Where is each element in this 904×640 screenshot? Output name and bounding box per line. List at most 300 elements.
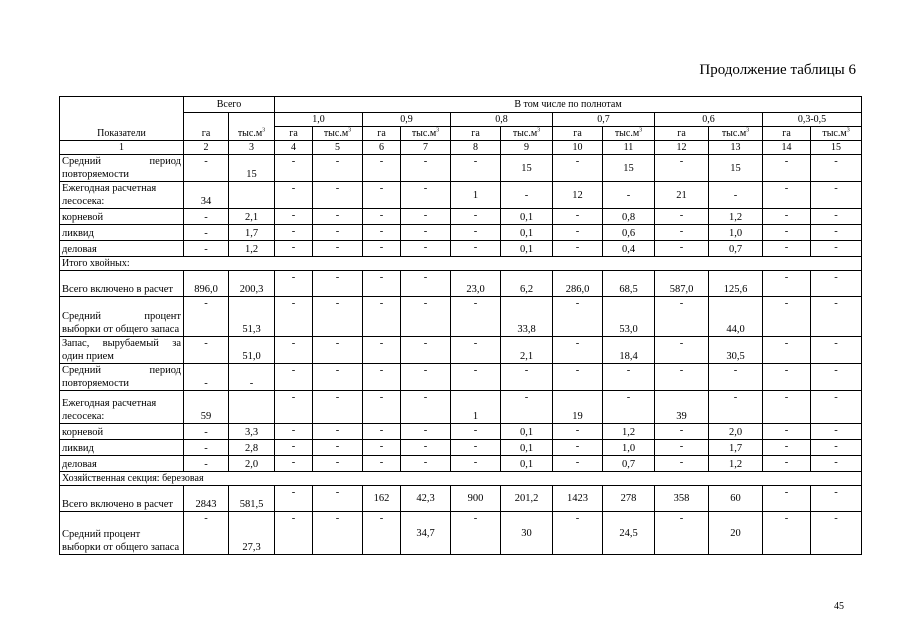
unit-m3-sup: 3 <box>846 127 850 134</box>
header-unit-m3 <box>501 127 553 141</box>
table-cell: - <box>363 440 401 456</box>
table-cell: - <box>363 456 401 472</box>
table-cell: 0,1 <box>501 424 553 440</box>
table-cell: - <box>763 155 811 182</box>
unit-m3-text: тыс.м <box>614 128 640 139</box>
header-indicator: Показатели <box>60 97 184 141</box>
table-cell: - <box>811 182 862 209</box>
table-cell: - <box>655 456 709 472</box>
header-unit-m3 <box>811 127 862 141</box>
table-cell: 51,0 <box>229 337 275 364</box>
table-cell: 30,5 <box>709 337 763 364</box>
table-cell: - <box>763 182 811 209</box>
table-cell: - <box>275 364 313 391</box>
table-cell: - <box>313 297 363 337</box>
table-cell: 33,8 <box>501 297 553 337</box>
table-row <box>60 440 862 456</box>
table-cell: - <box>553 297 603 337</box>
unit-m3-text: тыс.м <box>323 128 349 139</box>
table-row <box>60 391 862 424</box>
table-cell: 201,2 <box>501 486 553 512</box>
table-cell: 1,0 <box>709 225 763 241</box>
table-cell: 2,1 <box>501 337 553 364</box>
table-cell: - <box>553 155 603 182</box>
table-cell: - <box>313 209 363 225</box>
table-cell: - <box>655 297 709 337</box>
table-cell: - <box>553 440 603 456</box>
header-density: 0,9 <box>363 113 451 127</box>
table-cell: - <box>363 155 401 182</box>
table-cell: 53,0 <box>603 297 655 337</box>
row-label: Средний процент выборки от общего запаса <box>60 297 184 337</box>
table-cell: 59 <box>184 391 229 424</box>
row-label: Запас, вырубаемый за один прием <box>60 337 184 364</box>
table-cell: - <box>603 391 655 424</box>
table-cell: - <box>763 297 811 337</box>
table-cell: - <box>313 241 363 257</box>
table-cell: - <box>451 456 501 472</box>
header-unit-m3 <box>313 127 363 141</box>
table-cell: - <box>401 456 451 472</box>
table-cell: 0,7 <box>603 456 655 472</box>
column-number: 6 <box>363 141 401 155</box>
table-cell: 34 <box>184 182 229 209</box>
table-cell: - <box>763 271 811 297</box>
row-label: Ежегодная расчетная лесосека: <box>60 182 184 209</box>
table-cell: 0,1 <box>501 456 553 472</box>
table-cell: 27,3 <box>229 512 275 555</box>
table-cell: - <box>763 364 811 391</box>
table-cell: - <box>401 391 451 424</box>
table-cell: - <box>401 271 451 297</box>
table-cell: - <box>401 209 451 225</box>
table-cell: 0,6 <box>603 225 655 241</box>
table-cell: 19 <box>553 391 603 424</box>
table-cell: - <box>275 241 313 257</box>
table-cell: - <box>553 209 603 225</box>
table-cell: - <box>451 241 501 257</box>
table-cell <box>229 182 275 209</box>
table-cell: 0,4 <box>603 241 655 257</box>
table-cell: - <box>363 209 401 225</box>
table-cell: - <box>811 512 862 555</box>
table-cell: - <box>313 225 363 241</box>
table-cell: - <box>655 225 709 241</box>
row-label: ликвид <box>60 225 184 241</box>
table-cell: 587,0 <box>655 271 709 297</box>
table-row <box>60 297 862 337</box>
table-cell: - <box>451 337 501 364</box>
table-cell: - <box>709 391 763 424</box>
table-cell: - <box>655 209 709 225</box>
table-cell: - <box>401 364 451 391</box>
row-label: Средний процент выборки от общего запаса <box>60 512 184 555</box>
row-label: деловая <box>60 456 184 472</box>
header-unit-m3 <box>401 127 451 141</box>
table-cell: - <box>451 225 501 241</box>
table-cell: 200,3 <box>229 271 275 297</box>
table-cell: - <box>709 364 763 391</box>
table-cell: - <box>811 391 862 424</box>
unit-m3-sup: 3 <box>348 127 352 134</box>
table-cell: - <box>763 424 811 440</box>
table-cell: - <box>184 440 229 456</box>
table-cell: - <box>184 155 229 182</box>
table-cell: - <box>184 364 229 391</box>
table-cell: - <box>553 424 603 440</box>
table-cell: 581,5 <box>229 486 275 512</box>
table-row <box>60 337 862 364</box>
table-cell: - <box>401 297 451 337</box>
table-cell: 1 <box>451 182 501 209</box>
table-row <box>60 512 862 555</box>
table-cell: - <box>184 337 229 364</box>
header-density: 0,8 <box>451 113 553 127</box>
column-number: 2 <box>184 141 229 155</box>
table-cell: 3,3 <box>229 424 275 440</box>
header-unit-ha: га <box>363 127 401 141</box>
column-number: 5 <box>313 141 363 155</box>
table-cell: 30 <box>501 512 553 555</box>
table-cell: - <box>363 271 401 297</box>
table-cell: - <box>363 182 401 209</box>
table-row <box>60 225 862 241</box>
column-number: 11 <box>603 141 655 155</box>
table-cell: 20 <box>709 512 763 555</box>
table-cell: - <box>553 225 603 241</box>
table-cell: - <box>451 155 501 182</box>
table-cell: - <box>363 337 401 364</box>
unit-m3-text: тыс.м <box>721 128 747 139</box>
table-cell: - <box>313 155 363 182</box>
column-number: 4 <box>275 141 313 155</box>
table-cell: 2,8 <box>229 440 275 456</box>
table-cell: 0,1 <box>501 225 553 241</box>
table-cell: - <box>313 456 363 472</box>
unit-m3-text: тыс.м <box>237 128 263 139</box>
table-cell: 12 <box>553 182 603 209</box>
table-cell: - <box>501 391 553 424</box>
table-cell: 278 <box>603 486 655 512</box>
table-row <box>60 424 862 440</box>
table-cell: - <box>363 391 401 424</box>
table-cell: - <box>275 209 313 225</box>
table-cell: - <box>501 182 553 209</box>
header-unit-m3 <box>603 127 655 141</box>
table-cell: 1,7 <box>229 225 275 241</box>
table-cell: - <box>655 364 709 391</box>
table-cell: - <box>275 297 313 337</box>
table-cell: - <box>184 456 229 472</box>
table-cell: 18,4 <box>603 337 655 364</box>
row-label: Всего включено в расчет <box>60 486 184 512</box>
table-cell: - <box>603 364 655 391</box>
table-cell: 0,8 <box>603 209 655 225</box>
table-cell: - <box>275 391 313 424</box>
column-number: 3 <box>229 141 275 155</box>
table-cell: 162 <box>363 486 401 512</box>
row-label: Всего включено в расчет <box>60 271 184 297</box>
table-cell: - <box>811 486 862 512</box>
table-cell: - <box>763 241 811 257</box>
table-cell: - <box>655 440 709 456</box>
table-row <box>60 182 862 209</box>
table-cell: - <box>401 182 451 209</box>
header-unit-ha: га <box>184 127 229 141</box>
section-header: Хозяйственная секция: березовая <box>60 472 862 486</box>
table-cell: - <box>553 241 603 257</box>
table-cell: 1,0 <box>603 440 655 456</box>
header-unit-m3 <box>229 127 275 141</box>
row-label: деловая <box>60 241 184 257</box>
table-cell: 0,1 <box>501 209 553 225</box>
table-cell: - <box>451 297 501 337</box>
row-label: Средний период повторяемости <box>60 155 184 182</box>
table-cell: 23,0 <box>451 271 501 297</box>
table-cell: - <box>763 440 811 456</box>
table-cell: - <box>363 424 401 440</box>
row-label: ликвид <box>60 440 184 456</box>
column-number: 8 <box>451 141 501 155</box>
table-cell: - <box>363 297 401 337</box>
table-cell: - <box>553 337 603 364</box>
table-cell: - <box>709 182 763 209</box>
column-number: 14 <box>763 141 811 155</box>
table-cell: 2843 <box>184 486 229 512</box>
table-cell: 0,1 <box>501 241 553 257</box>
table-cell: - <box>763 486 811 512</box>
table-cell: - <box>655 337 709 364</box>
header-density: 0,7 <box>553 113 655 127</box>
table-cell: - <box>763 209 811 225</box>
table-row <box>60 364 862 391</box>
table-cell: - <box>401 225 451 241</box>
table-cell: - <box>313 424 363 440</box>
table-cell: 358 <box>655 486 709 512</box>
table-row <box>60 209 862 225</box>
table-cell: 24,5 <box>603 512 655 555</box>
table-cell: - <box>275 440 313 456</box>
table-cell: - <box>811 297 862 337</box>
table-cell: - <box>401 241 451 257</box>
unit-m3-sup: 3 <box>436 127 440 134</box>
table-cell: - <box>401 424 451 440</box>
table-row <box>60 257 862 271</box>
table-cell: 1,7 <box>709 440 763 456</box>
table-row <box>60 486 862 512</box>
column-number: 7 <box>401 141 451 155</box>
table-cell: - <box>313 440 363 456</box>
header-unit-m3 <box>709 127 763 141</box>
row-label: Ежегодная расчетная лесосека: <box>60 391 184 424</box>
column-number: 15 <box>811 141 862 155</box>
table-caption: Продолжение таблицы 6 <box>699 62 856 78</box>
table-cell: - <box>553 512 603 555</box>
section-header: Итого хвойных: <box>60 257 862 271</box>
header-density: 1,0 <box>275 113 363 127</box>
header-density: 0,6 <box>655 113 763 127</box>
table-cell: - <box>363 241 401 257</box>
table-cell: 1,2 <box>709 456 763 472</box>
unit-m3-sup: 3 <box>746 127 750 134</box>
table-cell: - <box>401 440 451 456</box>
header-unit-ha: га <box>553 127 603 141</box>
table-row <box>60 241 862 257</box>
table-cell: - <box>655 241 709 257</box>
table-cell: - <box>313 271 363 297</box>
unit-m3-sup: 3 <box>262 127 266 134</box>
table-cell: 42,3 <box>401 486 451 512</box>
table-row <box>60 271 862 297</box>
header-density: 0,3-0,5 <box>763 113 862 127</box>
header-total-blank-ha <box>184 113 229 127</box>
table-cell: - <box>363 364 401 391</box>
table-cell: 0,7 <box>709 241 763 257</box>
unit-m3-sup: 3 <box>639 127 643 134</box>
table-cell <box>229 391 275 424</box>
table-cell: 15 <box>229 155 275 182</box>
table-cell: - <box>184 424 229 440</box>
table-cell: 39 <box>655 391 709 424</box>
page-number: 45 <box>834 601 844 612</box>
table-cell: - <box>313 486 363 512</box>
header-unit-ha: га <box>275 127 313 141</box>
table-cell: - <box>811 440 862 456</box>
header-including: В том числе по полнотам <box>275 97 862 113</box>
table-cell: 1,2 <box>229 241 275 257</box>
table-cell: 1,2 <box>709 209 763 225</box>
table-cell: 2,1 <box>229 209 275 225</box>
column-number: 13 <box>709 141 763 155</box>
table-cell: 44,0 <box>709 297 763 337</box>
table-cell: - <box>275 155 313 182</box>
table-cell: - <box>313 337 363 364</box>
table-cell: 21 <box>655 182 709 209</box>
table-cell: - <box>451 512 501 555</box>
forest-stand-table <box>59 96 862 555</box>
table-cell: - <box>811 456 862 472</box>
table-cell: - <box>401 155 451 182</box>
unit-m3-text: тыс.м <box>512 128 538 139</box>
table-cell: - <box>763 456 811 472</box>
table-cell: - <box>275 182 313 209</box>
table-cell: 34,7 <box>401 512 451 555</box>
table-cell: - <box>763 337 811 364</box>
table-cell: - <box>401 337 451 364</box>
column-number: 10 <box>553 141 603 155</box>
column-number: 12 <box>655 141 709 155</box>
table-cell: 68,5 <box>603 271 655 297</box>
table-cell: - <box>275 456 313 472</box>
table-cell: - <box>451 440 501 456</box>
table-cell: - <box>313 391 363 424</box>
table-cell: - <box>553 364 603 391</box>
column-number: 1 <box>60 141 184 155</box>
table-cell: 6,2 <box>501 271 553 297</box>
row-label: корневой <box>60 424 184 440</box>
table-row <box>60 472 862 486</box>
table-cell: 0,1 <box>501 440 553 456</box>
column-number: 9 <box>501 141 553 155</box>
table-cell: 15 <box>709 155 763 182</box>
table-cell: 15 <box>501 155 553 182</box>
table-cell: 51,3 <box>229 297 275 337</box>
table-cell: - <box>184 512 229 555</box>
row-label: Средний период повторяемости <box>60 364 184 391</box>
table-cell: 286,0 <box>553 271 603 297</box>
table-cell: - <box>811 155 862 182</box>
table-cell: - <box>553 456 603 472</box>
table-cell: - <box>275 486 313 512</box>
table-cell: - <box>763 391 811 424</box>
table-cell: - <box>363 225 401 241</box>
table-cell: 15 <box>603 155 655 182</box>
table-cell: 60 <box>709 486 763 512</box>
table-cell: - <box>275 225 313 241</box>
table-cell: - <box>313 182 363 209</box>
table-cell: - <box>811 364 862 391</box>
table-cell: - <box>811 225 862 241</box>
table-cell: - <box>603 182 655 209</box>
table-cell: - <box>313 512 363 555</box>
table-cell: - <box>763 512 811 555</box>
table-cell: - <box>501 364 553 391</box>
table-cell: - <box>811 337 862 364</box>
table-cell: - <box>184 209 229 225</box>
header-unit-ha: га <box>655 127 709 141</box>
table-cell: - <box>313 364 363 391</box>
unit-m3-text: тыс.м <box>822 128 847 139</box>
table-cell: - <box>184 297 229 337</box>
table-cell: - <box>275 271 313 297</box>
header-total-blank-m3 <box>229 113 275 127</box>
table-cell: - <box>275 424 313 440</box>
table-cell: 900 <box>451 486 501 512</box>
table-cell: 896,0 <box>184 271 229 297</box>
table-cell: - <box>763 225 811 241</box>
table-row <box>60 456 862 472</box>
table-cell: 2,0 <box>709 424 763 440</box>
table-cell: - <box>184 225 229 241</box>
table-cell: 2,0 <box>229 456 275 472</box>
table-cell: - <box>811 241 862 257</box>
table-row <box>60 155 862 182</box>
table-cell: - <box>275 512 313 555</box>
table-cell: - <box>811 209 862 225</box>
table-cell: 1423 <box>553 486 603 512</box>
table-cell: 1,2 <box>603 424 655 440</box>
table-cell: - <box>655 512 709 555</box>
table-cell: - <box>655 424 709 440</box>
table-cell: 1 <box>451 391 501 424</box>
table-cell: - <box>184 241 229 257</box>
table-cell: - <box>275 337 313 364</box>
table-cell: - <box>451 209 501 225</box>
table-cell: - <box>811 424 862 440</box>
table-cell: - <box>811 271 862 297</box>
row-label: корневой <box>60 209 184 225</box>
header-total: Всего <box>184 97 275 113</box>
table-cell: - <box>655 155 709 182</box>
table-cell: - <box>451 364 501 391</box>
header-unit-ha: га <box>763 127 811 141</box>
table-cell: - <box>363 512 401 555</box>
table-cell: - <box>451 424 501 440</box>
unit-m3-sup: 3 <box>537 127 541 134</box>
unit-m3-text: тыс.м <box>411 128 437 139</box>
header-unit-ha: га <box>451 127 501 141</box>
table-cell: - <box>229 364 275 391</box>
